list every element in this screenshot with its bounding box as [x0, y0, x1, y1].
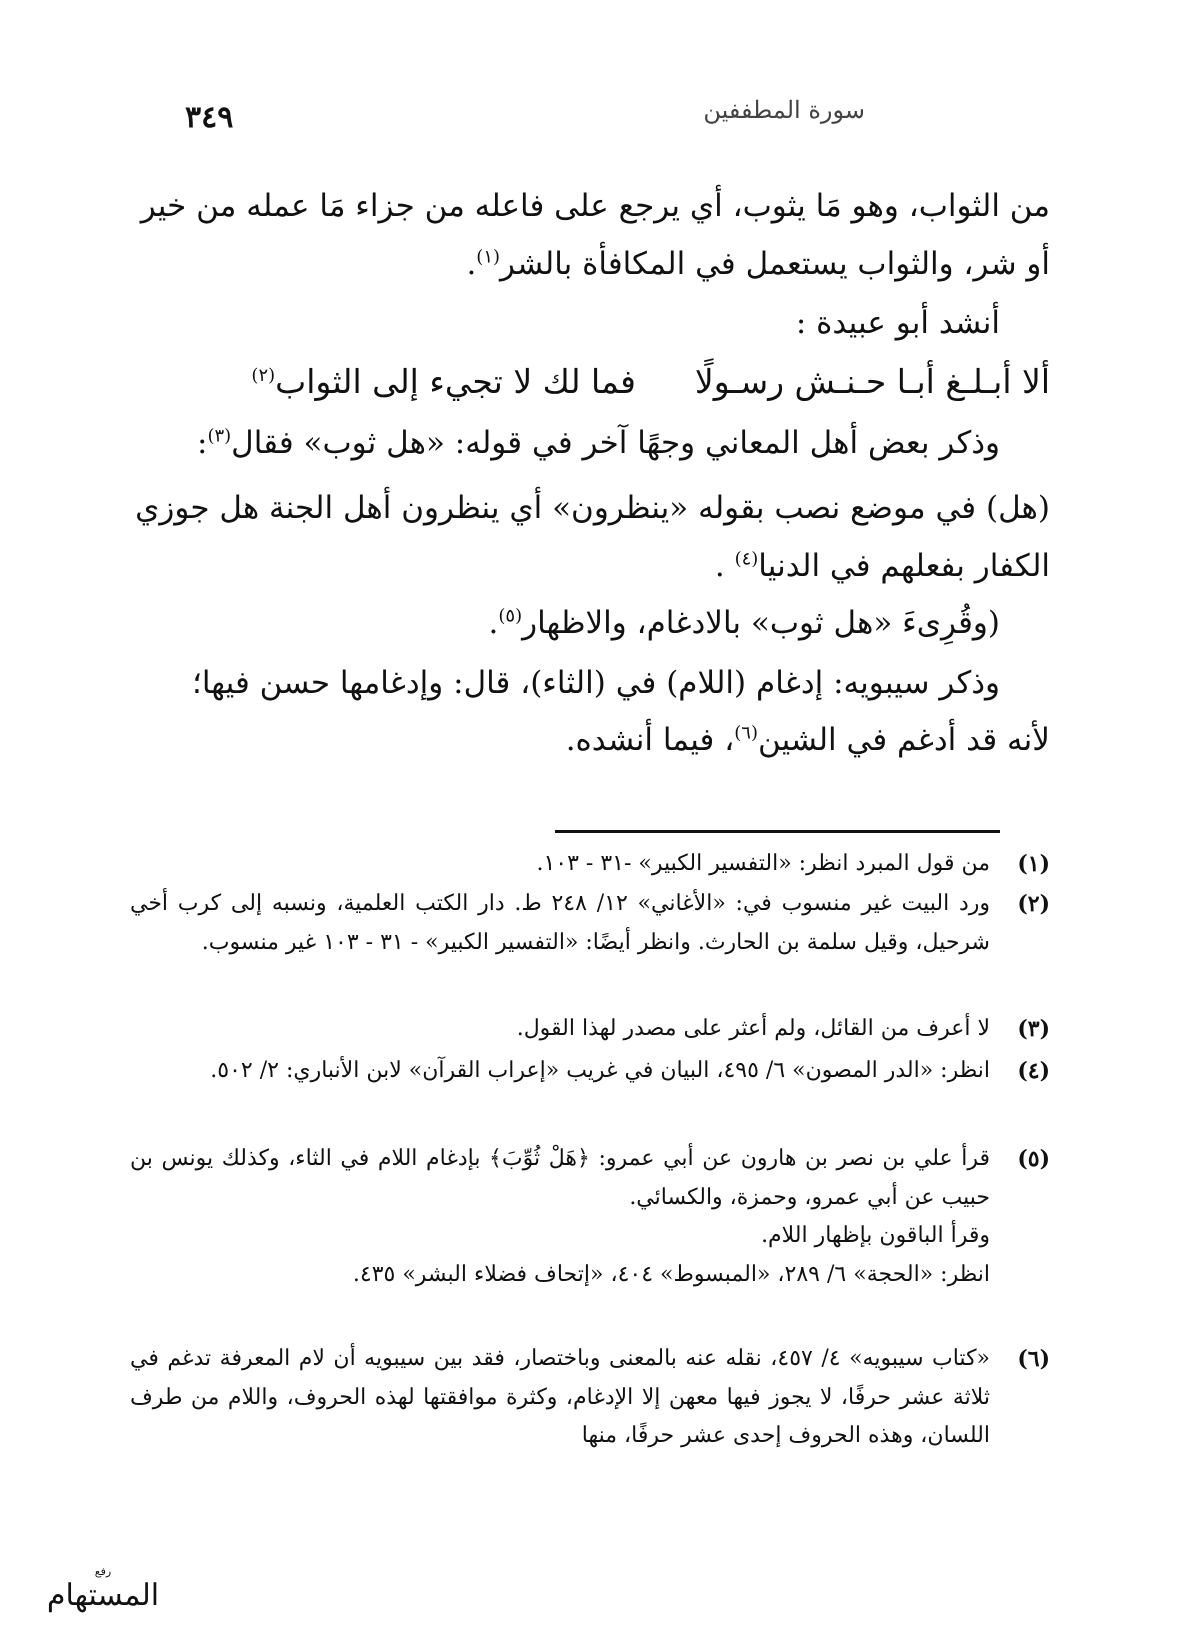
footnote-number: (٤)	[1017, 1058, 1050, 1084]
running-title: سورة المطففين	[703, 96, 865, 124]
verse-second-hemistich: فما لك لا تجيء إلى الثواب	[275, 362, 636, 401]
body-line-2: أو شر، والثواب يستعمل في المكافأة بالشر$^{(١)}$.	[466, 246, 1050, 282]
body-line-7: الكفار بفعلهم في الدنيا$^{(٤)}$ .	[714, 548, 1050, 584]
footnote-ref-4[interactable]: (٤)	[734, 548, 759, 570]
verse-line	[130, 362, 1050, 401]
footnote-number: (٥)	[1017, 1146, 1050, 1172]
body-line-6: (هل) في موضع نصب بقوله «ينظرون» أي ينظرون أهل الجنة هل جوزي	[135, 490, 1050, 526]
footnote-ref-2[interactable]: (٢)	[251, 365, 276, 386]
body-line-1: من الثواب، وهو مَا يثوب، أي يرجع على فاعله من جزاء مَا عمله من خير	[140, 188, 1050, 224]
footnote-2: (٢) ورد البيت غير منسوب في: «الأغاني» ١٢/ ٢٤٨ ط. دار الكتب العلمية، ونسبه إلى كرب أخي شرحيل، وقيل سلمة بن الحارث. وانظر أيضًا: «التفسير الكبير» - ٣١ - ١٠٣ غير منسوب.	[130, 885, 1050, 962]
footnote-ref-3[interactable]: (٣)	[207, 425, 232, 447]
footnote-number: (٦)	[1017, 1346, 1050, 1372]
body-line-10: لأنه قد أدغم في الشين$^{(٦)}$، فيما أنشده.	[565, 722, 1050, 758]
footnote-ref-1[interactable]: (١)	[476, 246, 501, 268]
footnote-5: (٥) قرأ علي بن نصر بن هارون عن أبي عمرو: ﴿هَلْ ثُوِّبَ﴾ بإدغام اللام في الثاء، وكذلك يونس بن حبيب عن أبي عمرو، وحمزة، والكسائي. وقرأ الباقون بإظهار اللام. انظر: «الحجة» ٦/ ٢٨٩، «المبسوط» ٤٠٤، «إتحاف فضلاء البشر» ٤٣٥.	[130, 1140, 1050, 1294]
footnote-number: (٣)	[1017, 1016, 1050, 1042]
footnote-1: (١) من قول المبرد انظر: «التفسير الكبير» -٣١ - ١٠٣.	[130, 845, 1050, 884]
footnote-number: (٢)	[1017, 891, 1050, 917]
footnote-4: (٤) انظر: «الدر المصون» ٦/ ٤٩٥، البيان في غريب «إعراب القرآن» لابن الأنباري: ٢/ ٥٠٢.	[130, 1052, 1050, 1091]
body-line-9: وذكر سيبويه: إدغام (اللام) في (الثاء)، قال: وإدغامها حسن فيها؛	[192, 665, 1000, 701]
footnote-divider	[555, 830, 1000, 833]
footnote-number: (١)	[1017, 851, 1050, 877]
body-line-8: (وقُرِىءَ «هل ثوب» بالادغام، والاظهار$^{(٥)}$.	[488, 605, 1000, 641]
footnote-3: (٣) لا أعرف من القائل، ولم أعثر على مصدر لهذا القول.	[130, 1010, 1050, 1049]
publisher-logo: رفع المستهام	[46, 1565, 160, 1613]
footnote-ref-6[interactable]: (٦)	[734, 722, 758, 744]
page-number: ٣٤٩	[185, 100, 234, 135]
footnote-6: (٦) «كتاب سيبويه» ٤/ ٤٥٧، نقله عنه بالمعنى وباختصار، فقد بين سيبويه أن لام المعرفة تدغم في ثلاثة عشر حرفًا، لا يجوز فيها معهن إلا الإدغام، وكثرة موافقتها لهذه الحروف، واللام من طرف اللسان، وهذه الحروف إحدى عشر حرفًا، منها	[130, 1340, 1050, 1456]
footnote-ref-5[interactable]: (٥)	[498, 605, 523, 627]
body-line-5: وذكر بعض أهل المعاني وجهًا آخر في قوله: «هل ثوب» فقال$^{(٣)}$:	[196, 425, 1000, 461]
body-line-3: أنشد أبو عبيدة :	[795, 305, 1000, 341]
verse-first-hemistich: ألا أبـلـغ أبـا حـنـش رسـولًا	[694, 362, 1050, 401]
